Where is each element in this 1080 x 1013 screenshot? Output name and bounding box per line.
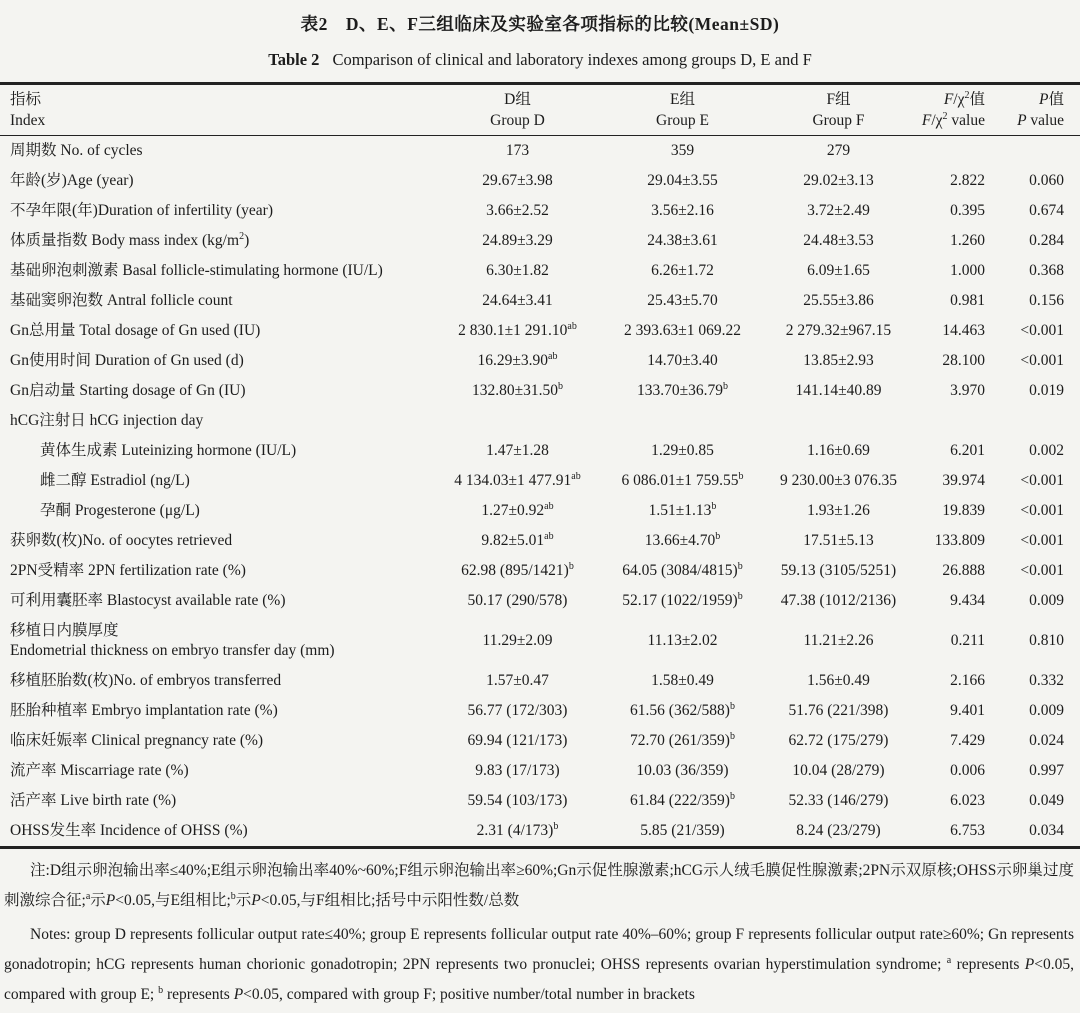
row-label: 流产率 Miscarriage rate (%) [10,762,189,779]
cell-group-d: 56.77 (172/303) [467,702,568,719]
cell-f-chi-square: 2.822 [950,172,985,189]
cell-f-chi-square: 14.463 [942,322,985,339]
cell-group-d: 24.89±3.29 [482,232,553,249]
cell-group-f: 141.14±40.89 [795,382,882,399]
cell-group-f: 1.16±0.69 [807,442,870,459]
table-row [0,466,1080,496]
header-group-d: D组 Group D [435,84,600,136]
cell-group-d: 29.67±3.98 [482,172,553,189]
table-row [0,346,1080,376]
header-p-value: P值 P value [990,84,1080,136]
row-label: 年龄(岁)Age (year) [10,172,134,189]
cell-group-f: 51.76 (221/398) [788,702,889,719]
cell-group-d: 4 134.03±1 477.91$^{ab}$ [454,470,581,489]
table-notes [0,856,1080,1010]
row-label: 移植日内膜厚度 Endometrial thickness on embryo transfer day (mm) [10,622,335,659]
table-number-label: Table 2 [268,50,320,69]
cell-group-d: 132.80±31.50$^b$ [471,380,563,399]
table-row [0,436,1080,466]
cell-p-value: <0.001 [1020,322,1064,339]
cell-group-d: 59.54 (103/173) [467,792,568,809]
row-label: Gn总用量 Total dosage of Gn used (IU) [10,322,261,339]
cell-f-chi-square: 133.809 [934,532,985,549]
cell-group-f: 3.72±2.49 [807,202,870,219]
cell-group-d: 24.64±3.41 [482,292,553,309]
cell-group-e: 24.38±3.61 [647,232,718,249]
cell-group-f: 2 279.32±967.15 [785,322,892,339]
cell-group-f: 29.02±3.13 [803,172,874,189]
cell-group-e: 61.84 $(222/359)^b$ [630,790,735,809]
cell-p-value: <0.001 [1020,532,1064,549]
cell-f-chi-square: 0.395 [950,202,985,219]
row-label: Gn使用时间 Duration of Gn used (d) [10,352,244,369]
row-label: 不孕年限(年)Duration of infertility (year) [10,202,273,219]
table-row [0,256,1080,286]
cell-group-f: 1.93±1.26 [807,502,870,519]
cell-group-e: 6 086.01±1 759.55$^b$ [621,470,744,489]
table-row [0,496,1080,526]
row-label: 雌二醇 Estradiol (ng/L) [40,472,190,489]
cell-group-e: 72.70 $(261/359)^b$ [630,730,735,749]
cell-group-f: 17.51±5.13 [803,532,874,549]
cell-group-d: 6.30±1.82 [486,262,549,279]
cell-p-value: 0.034 [1029,822,1064,839]
cell-group-f [765,406,912,436]
cell-p-value: 0.060 [1029,172,1064,189]
cell-group-f: 6.09±1.65 [807,262,870,279]
cell-f-chi-square: 3.970 [950,382,985,399]
cell-f-chi-square: 6.201 [950,442,985,459]
cell-p-value: 0.019 [1029,382,1064,399]
cell-group-e: 1.29±0.85 [651,442,714,459]
header-f-chi-square: $F/\chi^2$值 $F/\chi^2$ value [912,84,990,136]
table-row [0,586,1080,616]
cell-group-f: 8.24 (23/279) [796,822,881,839]
cell-group-d: 16.29±3.90$^{ab}$ [477,350,558,369]
cell-f-chi-square [912,406,990,436]
row-label: 临床妊娠率 Clinical pregnancy rate (%) [10,732,264,749]
cell-f-chi-square: 28.100 [942,352,985,369]
cell-f-chi-square [912,136,990,167]
row-label: 周期数 No. of cycles [10,142,143,159]
table-row [0,226,1080,256]
row-label: 基础窦卵泡数 Antral follicle count [10,292,233,309]
row-label: 获卵数(枚)No. of oocytes retrieved [10,532,233,549]
cell-group-d: 62.98 $(895/1421)^b$ [461,560,574,579]
row-label: hCG注射日 hCG injection day [10,412,204,429]
row-label: 胚胎种植率 Embryo implantation rate (%) [10,702,278,719]
cell-group-f: 11.21±2.26 [803,632,874,649]
cell-p-value: <0.001 [1020,472,1064,489]
cell-f-chi-square: 9.401 [950,702,985,719]
cell-group-e: 359 [670,142,695,159]
table-row [0,816,1080,848]
cell-f-chi-square: 19.839 [942,502,985,519]
cell-f-chi-square: 39.974 [942,472,985,489]
cell-group-d: 3.66±2.52 [486,202,549,219]
cell-group-f: 47.38 (1012/2136) [780,592,897,609]
table-title-en [0,48,1080,72]
cell-group-f: 62.72 (175/279) [788,732,889,749]
cell-p-value: 0.009 [1029,702,1064,719]
row-label: 移植胚胎数(枚)No. of embryos transferred [10,672,282,689]
row-label: 孕酮 Progesterone (μg/L) [40,502,200,519]
cell-f-chi-square: 6.753 [950,822,985,839]
cell-group-e: 61.56 $(362/588)^b$ [630,700,735,719]
cell-f-chi-square: 9.434 [950,592,985,609]
table-row [0,376,1080,406]
cell-f-chi-square: 1.000 [950,262,985,279]
cell-group-d: 1.57±0.47 [486,672,549,689]
cell-group-d: 50.17 (290/578) [467,592,568,609]
table-row [0,316,1080,346]
cell-p-value: 0.997 [1029,762,1064,779]
cell-p-value: 0.024 [1029,732,1064,749]
cell-group-f: 1.56±0.49 [807,672,870,689]
note-zh: 注:D组示卵泡输出率≤40%;E组示卵泡输出率40%~60%;F组示卵泡输出率≥60%;Gn示促性腺激素;hCG示人绒毛膜促性腺激素;2PN示双原核;OHSS示卵巢过度刺激综合征;$^a$示P<0.05,与E组相比;$^b$示P<0.05,与F组相比;括号中示阳性数/总数 [4,862,1074,909]
cell-p-value: 0.049 [1029,792,1064,809]
cell-group-e: 64.05 $(3084/4815)^b$ [622,560,743,579]
cell-p-value: <0.001 [1020,352,1064,369]
table-row [0,786,1080,816]
row-label: 可利用囊胚率 Blastocyst available rate (%) [10,592,286,609]
cell-group-f: 25.55±3.86 [803,292,874,309]
cell-group-e: 6.26±1.72 [651,262,714,279]
cell-group-d: 69.94 (121/173) [467,732,568,749]
cell-f-chi-square: 26.888 [942,562,985,579]
cell-p-value: 0.332 [1029,672,1064,689]
cell-group-e: 2 393.63±1 069.22 [623,322,741,339]
cell-group-f: 13.85±2.93 [803,352,874,369]
cell-group-d: 2.31 $(4/173)^b$ [476,820,559,839]
table-row [0,726,1080,756]
cell-group-d: 1.27±0.92$^{ab}$ [481,500,554,519]
cell-group-f: 24.48±3.53 [803,232,874,249]
table-row [0,196,1080,226]
header-row [0,84,1080,136]
table-row [0,526,1080,556]
cell-p-value: <0.001 [1020,502,1064,519]
cell-f-chi-square: 6.023 [950,792,985,809]
cell-group-d: 173 [505,142,530,159]
cell-group-e: 3.56±2.16 [651,202,714,219]
row-label: OHSS发生率 Incidence of OHSS (%) [10,822,248,839]
cell-group-e: 11.13±2.02 [647,632,718,649]
table-row [0,406,1080,436]
cell-group-e: 1.51±1.13$^b$ [648,500,717,519]
cell-group-e: 10.03 (36/359) [636,762,729,779]
table-row [0,616,1080,666]
cell-group-d: 9.82±5.01$^{ab}$ [481,530,554,549]
header-index: 指标 Index [0,84,435,136]
cell-p-value: 0.156 [1029,292,1064,309]
cell-f-chi-square: 0.981 [950,292,985,309]
cell-group-d: 2 830.1±1 291.10$^{ab}$ [458,320,577,339]
cell-group-e: 29.04±3.55 [647,172,718,189]
row-label: 2PN受精率 2PN fertilization rate (%) [10,562,246,579]
cell-group-e: 14.70±3.40 [647,352,718,369]
note-en: Notes: group D represents follicular output rate≤40%; group E represents follicular output rate 40%–60%; group F represents follicular output rate≥60%; Gn represents gonadotropin; hCG represents human chorionic gonadotropin; 2PN represents two pronuclei; OHSS represents ovarian hyperstimulation syndrome; $^a$ represents P<0.05, compared with group E; $^b$ represents P<0.05, compared with group F; positive number/total number in brackets [4,926,1074,1003]
cell-p-value: 0.810 [1029,632,1064,649]
table-title-en-text: Comparison of clinical and laboratory indexes among groups D, E and F [332,50,812,69]
cell-p-value [990,406,1080,436]
row-label: 黄体生成素 Luteinizing hormone (IU/L) [40,442,297,459]
header-group-e: E组 Group E [600,84,765,136]
cell-f-chi-square: 1.260 [950,232,985,249]
cell-group-f: 10.04 (28/279) [792,762,885,779]
cell-p-value: 0.674 [1029,202,1064,219]
table-row [0,756,1080,786]
table-header [0,84,1080,136]
cell-group-e: 13.66±4.70$^b$ [644,530,721,549]
table-row [0,556,1080,586]
cell-group-d: 11.29±2.09 [482,632,553,649]
cell-group-e: 133.70±36.79$^b$ [636,380,728,399]
cell-f-chi-square: 0.211 [950,632,985,649]
cell-group-d: 9.83 (17/173) [475,762,560,779]
table-row [0,666,1080,696]
cell-p-value: 0.009 [1029,592,1064,609]
table-title-zh: 表2 D、E、F三组临床及实验室各项指标的比较(Mean±SD) [300,14,780,34]
cell-group-e: 5.85 (21/359) [640,822,725,839]
cell-group-e: 1.58±0.49 [651,672,714,689]
row-label: 体质量指数 Body mass index $(kg/m^2)$ [10,230,250,249]
cell-p-value: 0.002 [1029,442,1064,459]
cell-group-f: 9 230.00±3 076.35 [779,472,897,489]
cell-f-chi-square: 2.166 [950,672,985,689]
row-label: 基础卵泡刺激素 Basal follicle-stimulating hormone (IU/L) [10,262,383,279]
table-row [0,136,1080,167]
table-row [0,286,1080,316]
cell-group-e: 25.43±5.70 [647,292,718,309]
cell-f-chi-square: 0.006 [950,762,985,779]
cell-f-chi-square: 7.429 [950,732,985,749]
cell-group-f: 52.33 (146/279) [788,792,889,809]
cell-p-value [990,136,1080,167]
table-row [0,166,1080,196]
cell-p-value: <0.001 [1020,562,1064,579]
table-row [0,696,1080,726]
header-group-f: F组 Group F [765,84,912,136]
cell-group-e: 52.17 $(1022/1959)^b$ [622,590,743,609]
cell-p-value: 0.284 [1029,232,1064,249]
cell-group-f: 59.13 (3105/5251) [780,562,897,579]
cell-group-e [600,406,765,436]
row-label: Gn启动量 Starting dosage of Gn (IU) [10,382,246,399]
cell-group-f: 279 [826,142,851,159]
row-label: 活产率 Live birth rate (%) [10,792,177,809]
data-table [0,82,1080,849]
table-body [0,136,1080,848]
cell-group-d [435,406,600,436]
cell-p-value: 0.368 [1029,262,1064,279]
cell-group-d: 1.47±1.28 [486,442,549,459]
